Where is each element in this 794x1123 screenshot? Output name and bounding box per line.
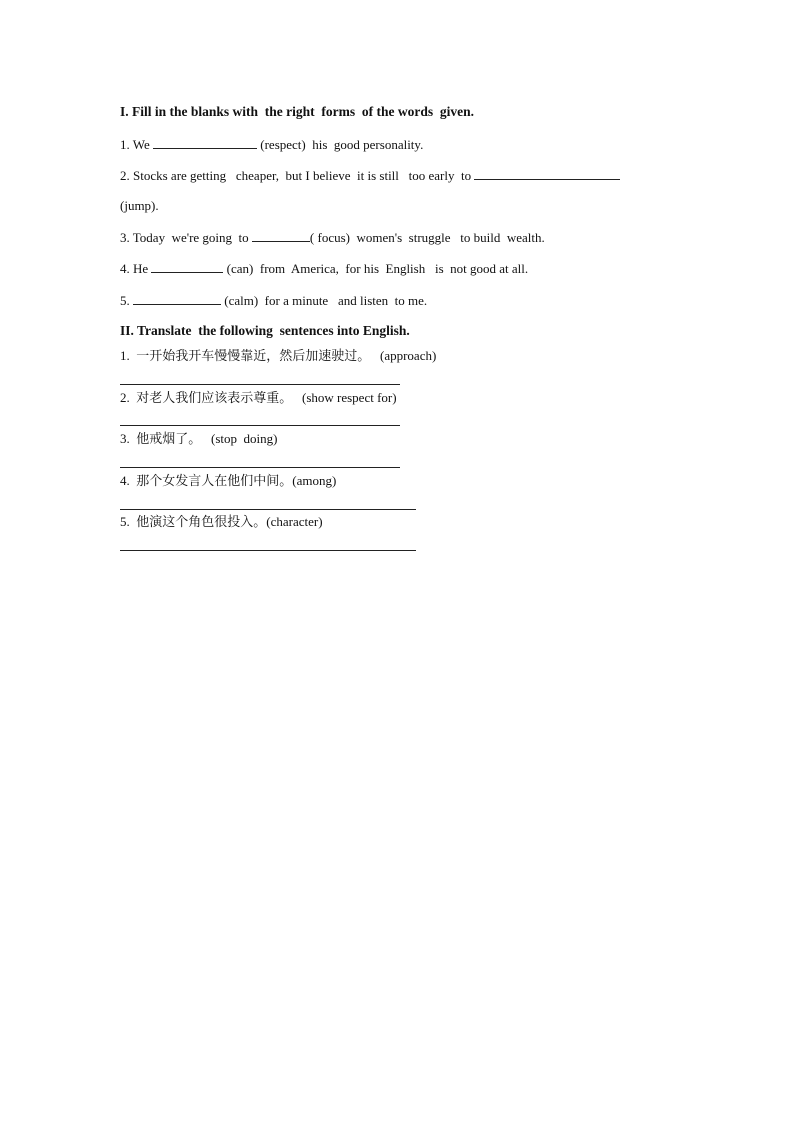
question-5-pre: 5. [120, 293, 133, 308]
question-2-continued: (jump). [120, 198, 159, 213]
translate-item-2: 2. 对老人我们应该表示尊重。 (show respect for) [120, 390, 397, 405]
question-3-pre: 3. Today we're going to [120, 230, 252, 245]
question-1-pre: 1. We [120, 137, 154, 152]
question-4 [120, 260, 528, 277]
question-2-pre: 2. Stocks are getting cheaper, but I believe it is still too early to [120, 168, 475, 183]
translate-answer-line-2[interactable] [120, 425, 400, 426]
section2-heading: II. Translate the following sentences into English. [120, 323, 410, 338]
translate-answer-line-3[interactable] [120, 467, 400, 468]
section1-heading: I. Fill in the blanks with the right forms of the words given. [120, 104, 475, 119]
translate-item-3: 3. 他戒烟了。 (stop doing) [120, 431, 278, 446]
question-4-pre: 4. He [120, 261, 152, 276]
translate-item-5: 5. 他演这个角色很投入。(character) [120, 514, 323, 529]
answer-blank-5[interactable] [133, 292, 221, 305]
translate-item-4: 4. 那个女发言人在他们中间。(among) [120, 473, 337, 488]
answer-blank-3[interactable] [252, 229, 310, 242]
translate-answer-line-5[interactable] [120, 550, 416, 551]
question-1-post: (respect) his good personality. [257, 137, 424, 152]
question-2 [120, 167, 620, 184]
question-5-post: (calm) for a minute and listen to me. [221, 293, 428, 308]
question-3 [120, 229, 545, 246]
question-5 [120, 292, 427, 309]
translate-answer-line-4[interactable] [120, 509, 416, 510]
answer-blank-4[interactable] [151, 260, 223, 273]
question-1 [120, 136, 423, 153]
question-4-post: (can) from America, for his English is not good at all. [223, 261, 529, 276]
question-3-post: ( focus) women's struggle to build wealth. [309, 230, 545, 245]
translate-item-1: 1. 一开始我开车慢慢靠近，然后加速驶过。 (approach) [120, 348, 437, 363]
translate-answer-line-1[interactable] [120, 384, 400, 385]
answer-blank-1[interactable] [153, 136, 257, 149]
answer-blank-2[interactable] [474, 167, 620, 180]
